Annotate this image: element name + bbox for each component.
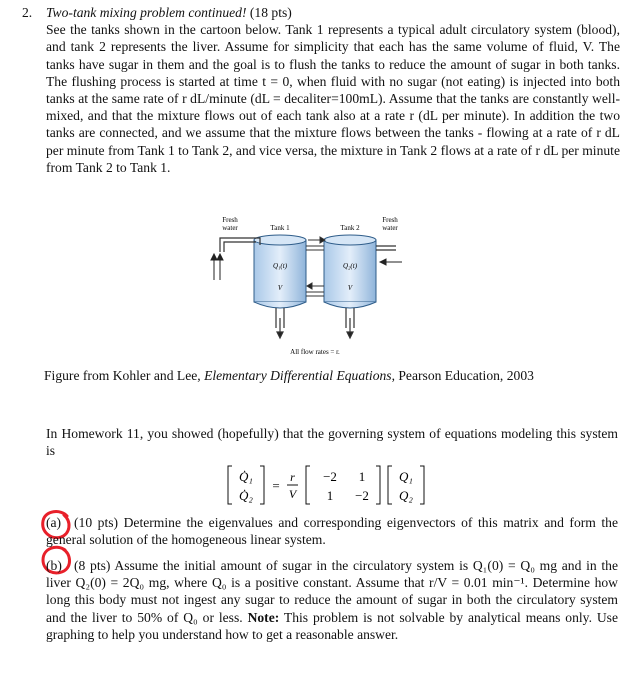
fresh-water-right-line1: Fresh — [382, 216, 398, 224]
caption-prefix: Figure from Kohler and Lee, — [44, 368, 205, 383]
inlet-pipe-right — [376, 246, 396, 250]
v2-label: V — [347, 284, 353, 292]
matrix-entry-22: −2 — [355, 488, 369, 503]
equals-sign: = — [272, 478, 280, 493]
q2-label: Q₂(t) — [342, 262, 358, 270]
homework-text: In Homework 11, you showed (hopefully) that the governing system of equations modeling this system is — [46, 426, 618, 459]
problem-statement: See the tanks shown in the cartoon below. Tank 1 represents a typical adult circulatory system (blood), and tank 2 represents the liver. Assume for simplicity that each has the same volume of fluid, V. The tanks have sugar in them and the goal is to flush the tanks to reduce the amount of sugar in both tanks. The flushing process is started at time t = 0, when fluid with no sugar (not eating) is injected into both tanks at the same rate of r dL/minute (dL = decaliter=100mL). Assume that the tanks are constantly well-mixed, and that the mixture flows out of each tank also at a rate r (dL per minute). In addition the two tanks are connected, and we assume that the mixture flows between the tanks - flowing at a rate of r dL per minute from Tank 1 to Tank 2, and vice versa, the mixture in Tank 2 flows at a rate of r dL per minute from Tank 2 to Tank 1. — [46, 22, 620, 175]
fresh-water-left-line1: Fresh — [222, 216, 238, 224]
fresh-water-right-line2: water — [382, 224, 398, 232]
part-b-label: (b) — [46, 558, 62, 573]
problem-title: Two-tank mixing problem continued! — [46, 5, 247, 20]
tank-2 — [324, 235, 376, 308]
tank-2-label: Tank 2 — [340, 224, 360, 232]
tank-figure — [200, 210, 410, 358]
tank-1 — [254, 235, 306, 308]
part-b-text: (8 pts) Assume the initial amount of sugar in the circulatory system is Q₁(0) = Q₀ mg and in the liver Q₂(0) = 2Q₀ mg, where Q₀ is a positive constant. Assume that r/V = 0.01 min⁻¹. Determine how long this body must not ingest any sugar to reduce the amount of sugar in both the circulatory system and the liver to 50% of Q₀ or less. — [46, 558, 618, 625]
caption-suffix: , Pearson Education, 2003 — [391, 368, 534, 383]
problem-points: (18 pts) — [249, 5, 292, 20]
flow-rate-note: All flow rates = r. — [290, 348, 340, 356]
v1-label: V — [277, 284, 283, 292]
problem-header — [22, 4, 620, 21]
part-b — [46, 557, 618, 643]
fraction-numerator: r — [290, 470, 295, 484]
connector-bottom — [306, 283, 324, 296]
note-text: This problem is not solvable by analytical means only. Use graphing to help you understand how to get a reasonable answer. — [46, 609, 619, 642]
fresh-water-left-line2: water — [222, 224, 238, 232]
q1-label: Q₁(t) — [272, 262, 288, 270]
matrix-entry-21: 1 — [326, 488, 334, 503]
problem-number: 2. — [22, 5, 33, 20]
outlet-tank-2 — [346, 308, 354, 338]
note-label: Note: — [247, 609, 280, 625]
part-a-text: (10 pts) Determine the eigenvalues and corresponding eigenvectors of this matrix and form the general solution of the homogeneous linear system. — [46, 515, 618, 548]
part-a — [46, 514, 618, 548]
governing-equation — [226, 464, 436, 506]
problem-block — [22, 4, 620, 176]
outlet-tank-1 — [276, 308, 284, 338]
inlet-arrow-left — [211, 254, 223, 280]
tank-1-label: Tank 1 — [270, 224, 290, 232]
inlet-arrow-right — [380, 259, 402, 265]
part-a-label: (a) — [46, 515, 62, 530]
rhs-q1: Q₁ — [399, 469, 413, 484]
rhs-q2: Q₂ — [399, 488, 413, 503]
caption-book-title: Elementary Differential Equations — [204, 368, 392, 383]
lhs-q1-dot: Q̇₁ — [239, 469, 253, 484]
lhs-q2-dot: Q̇₂ — [239, 488, 253, 503]
matrix-entry-12: 1 — [358, 469, 366, 484]
matrix-entry-11: −2 — [323, 469, 337, 484]
figure-caption — [44, 367, 624, 384]
connector-top — [306, 237, 325, 250]
fraction-denominator: V — [288, 487, 297, 501]
